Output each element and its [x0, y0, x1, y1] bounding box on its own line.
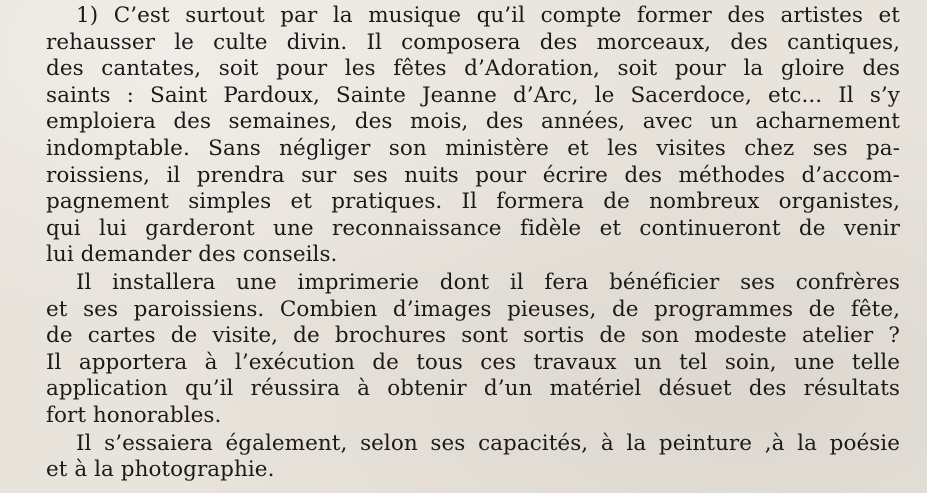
- text-line: fort honorables.: [46, 402, 222, 428]
- text-line: Il s’essaiera également, selon ses capacités, à la peinture ,à la poésie: [76, 430, 900, 456]
- text-line: application qu’il réussira à obtenir d’un matériel désuet des résultats: [46, 376, 900, 402]
- text-line: saints : Saint Pardoux, Sainte Jeanne d’Arc, le Sacerdoce, etc... Il s’y: [46, 82, 900, 108]
- text-line: et ses paroissiens. Combien d’images pieuses, de programmes de fête,: [46, 296, 900, 322]
- text-line: et à la photographie.: [46, 457, 275, 483]
- paragraph-music: [46, 3, 900, 269]
- text-line: pagnement simples et pratiques. Il formera de nombreux organistes,: [46, 189, 900, 215]
- text-line: indomptable. Sans négliger son ministère et les visites chez ses pa-: [46, 135, 900, 161]
- text-line: Il apportera à l’exécution de tous ces travaux un tel soin, une telle: [46, 349, 900, 375]
- text-line: rehausser le culte divin. Il composera des morceaux, des cantiques,: [46, 29, 900, 55]
- text-line: emploiera des semaines, des mois, des années, avec un acharnement: [46, 109, 900, 135]
- text-line: de cartes de visite, de brochures sont sortis de son modeste atelier ?: [46, 323, 900, 349]
- text-line: lui demander des conseils.: [46, 242, 338, 268]
- text-line: roissiens, il prendra sur ses nuits pour écrire des méthodes d’accom-: [46, 162, 900, 188]
- paragraph-arts: [46, 431, 900, 484]
- text-line: Il installera une imprimerie dont il fera bénéficier ses confrères: [76, 269, 900, 295]
- text-line: qui lui garderont une reconnaissance fidèle et continueront de venir: [46, 215, 900, 241]
- text-line: des cantates, soit pour les fêtes d’Adoration, soit pour la gloire des: [46, 56, 900, 82]
- paragraph-printing: [46, 270, 900, 430]
- text-line: 1) C’est surtout par la musique qu’il compte former des artistes et: [76, 3, 900, 28]
